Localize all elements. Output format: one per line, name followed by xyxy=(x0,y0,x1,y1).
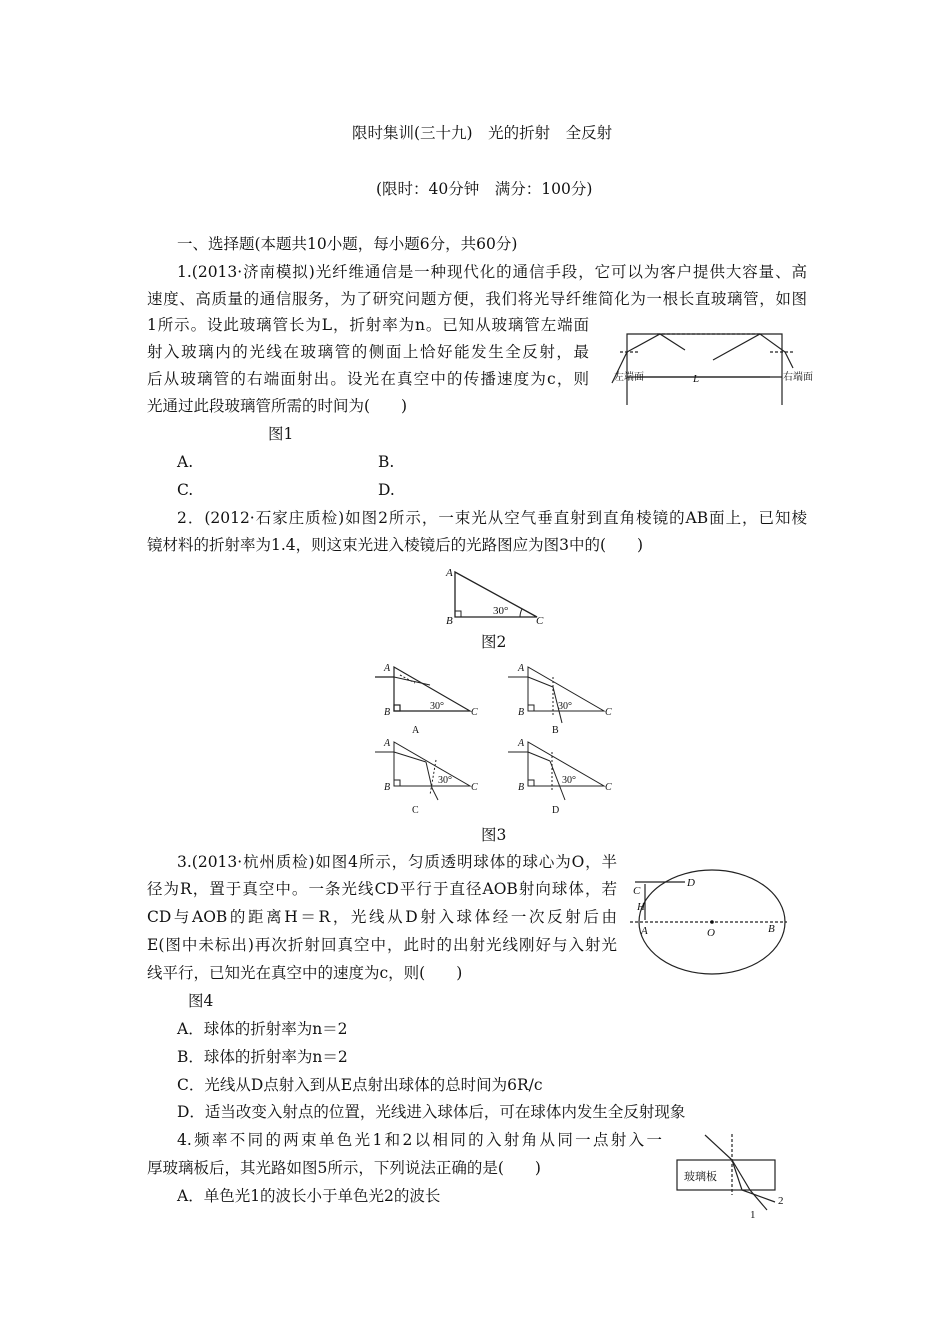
q1-line: 光通过此段玻璃管所需的时间为( ) xyxy=(147,397,408,415)
option-b: B. xyxy=(378,453,395,471)
choice-b-label: B xyxy=(552,725,559,736)
svg-text:C: C xyxy=(471,707,478,718)
figure-caption: 图3 xyxy=(481,826,507,844)
figure-3-options xyxy=(370,655,620,820)
q1-line: 1.(2013·济南模拟)光纤维通信是一种现代化的通信手段，它可以为客户提供大容量、高 xyxy=(177,263,807,281)
svg-text:O: O xyxy=(707,927,715,939)
figure-caption: 图4 xyxy=(188,992,214,1010)
svg-text:2: 2 xyxy=(778,1195,784,1207)
q3-line: E(图中未标出)再次折射回真空中，此时的出射光线刚好与入射光 xyxy=(147,936,617,954)
svg-text:B: B xyxy=(518,782,525,793)
choice-a-label: A xyxy=(412,725,420,736)
q3-line: 3.(2013·杭州质检)如图4所示，匀质透明球体的球心为O，半 xyxy=(177,853,617,871)
svg-text:A: A xyxy=(641,925,648,937)
q3-line: 线平行，已知光在真空中的速度为c，则( ) xyxy=(147,964,463,982)
option-a: A. xyxy=(177,453,194,471)
length-label: L xyxy=(693,373,700,385)
section-heading: 一、选择题(本题共10小题，每小题6分，共60分) xyxy=(177,235,518,253)
figure-1-glass-tube xyxy=(600,325,813,410)
option-a: A．球体的折射率为n＝2 xyxy=(177,1020,348,1038)
svg-text:1: 1 xyxy=(750,1209,756,1221)
q1-line: 射入玻璃内的光线在玻璃管的侧面上恰好能发生全反射，最 xyxy=(147,343,589,361)
option-d: D．适当改变入射点的位置，光线进入球体后，可在球体内发生全反射现象 xyxy=(177,1103,686,1121)
option-a: A．单色光1的波长小于单色光2的波长 xyxy=(177,1187,441,1205)
choice-d-label: D xyxy=(552,805,560,816)
q2-line: 镜材料的折射率为1.4，则这束光进入棱镜后的光路图应为图3中的( ) xyxy=(147,536,644,554)
svg-text:A: A xyxy=(384,663,391,674)
q3-line: 径为R，置于真空中。一条光线CD平行于直径AOB射向球体，若 xyxy=(147,880,617,898)
svg-text:A: A xyxy=(384,738,391,749)
svg-text:玻璃板: 玻璃板 xyxy=(684,1171,717,1183)
svg-text:C: C xyxy=(605,707,612,718)
svg-text:30°: 30° xyxy=(558,701,572,712)
svg-text:B: B xyxy=(446,615,453,627)
figure-caption: 图2 xyxy=(481,633,507,651)
q1-line: 1所示。设此玻璃管长为L，折射率为n。已知从玻璃管左端面 xyxy=(147,316,589,334)
svg-text:30°: 30° xyxy=(438,775,452,786)
svg-text:B: B xyxy=(768,923,775,935)
svg-text:A: A xyxy=(518,663,525,674)
option-c: C．光线从D点射入到从E点射出球体的总时间为6R/c xyxy=(177,1076,543,1094)
q2-line: 2．(2012·石家庄质检)如图2所示，一束光从空气垂直射到直角棱镜的AB面上，已知棱 xyxy=(177,509,807,527)
page-title: 限时集训(三十九) 光的折射 全反射 xyxy=(352,124,613,142)
option-c: C. xyxy=(177,481,194,499)
page-subtitle: (限时：40分钟 满分：100分) xyxy=(376,180,593,198)
svg-text:B: B xyxy=(384,707,391,718)
q4-line: 4.频率不同的两束单色光1和2以相同的入射角从同一点射入一 xyxy=(177,1131,662,1149)
q3-line: CD与AOB的距离H＝R，光线从D射入球体经一次反射后由 xyxy=(147,908,617,926)
svg-text:C: C xyxy=(605,782,612,793)
q1-line: 后从玻璃管的右端面射出。设光在真空中的传播速度为c，则 xyxy=(147,370,589,388)
svg-text:B: B xyxy=(518,707,525,718)
right-end-label: 右端面 xyxy=(783,372,813,383)
svg-text:C: C xyxy=(633,885,641,897)
svg-text:H: H xyxy=(637,901,645,913)
svg-text:C: C xyxy=(471,782,478,793)
option-d: D. xyxy=(378,481,395,499)
svg-text:30°: 30° xyxy=(430,701,444,712)
figure-4-sphere xyxy=(625,870,785,980)
svg-text:A: A xyxy=(446,567,453,579)
figure-2-prism xyxy=(440,562,550,627)
svg-text:D: D xyxy=(687,877,695,889)
left-end-label: 左端面 xyxy=(614,372,644,383)
choice-c-label: C xyxy=(412,805,419,816)
option-b: B．球体的折射率为n＝2 xyxy=(177,1048,348,1066)
svg-text:30°: 30° xyxy=(493,605,509,617)
svg-text:30°: 30° xyxy=(562,775,576,786)
q1-line: 速度、高质量的通信服务，为了研究问题方便，我们将光导纤维简化为一根长直玻璃管，如图 xyxy=(147,290,807,308)
figure-caption: 图1 xyxy=(268,425,294,443)
svg-text:B: B xyxy=(384,782,391,793)
q4-line: 厚玻璃板后，其光路如图5所示，下列说法正确的是( ) xyxy=(147,1159,541,1177)
figure-5-glass-plate xyxy=(670,1130,800,1220)
svg-text:C: C xyxy=(536,615,544,627)
svg-text:A: A xyxy=(518,738,525,749)
